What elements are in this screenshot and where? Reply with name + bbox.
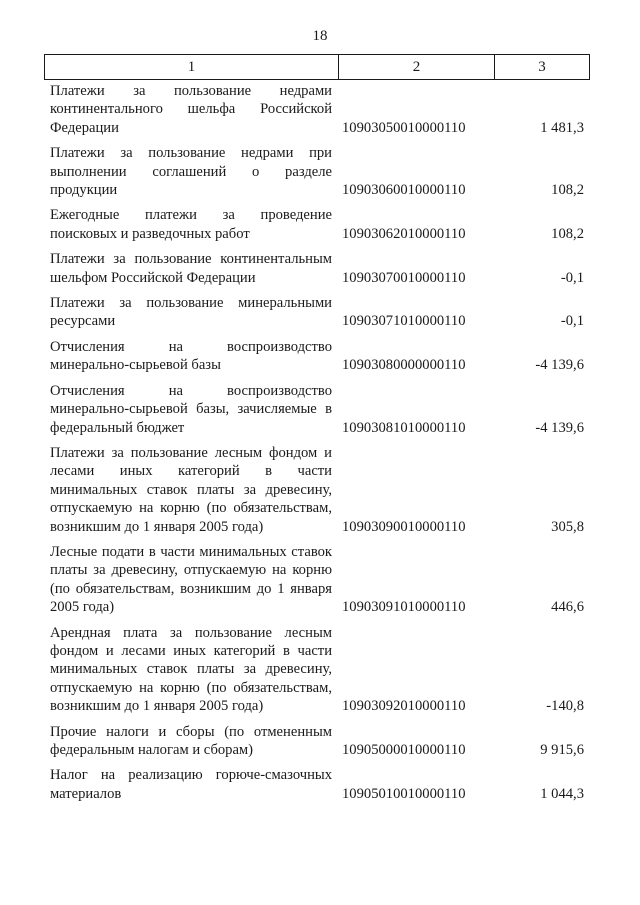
table-row	[50, 382, 584, 437]
table-row	[50, 543, 584, 617]
row-code: 10903062010000110	[342, 225, 466, 242]
row-code: 10905010010000110	[342, 785, 466, 802]
row-code: 10903050010000110	[342, 119, 466, 136]
table-row	[50, 338, 584, 375]
row-code: 10903060010000110	[342, 182, 466, 199]
row-amount: -140,8	[546, 698, 584, 715]
row-name: Платежи за пользование недрами континентального шельфа Российской Федерации	[50, 83, 332, 136]
row-name: Арендная плата за пользование лесным фондом и лесами иных категорий в части минимальных ставок платы за древесину, отпускаемую на корню (по обязательствам, возникшим до 1 января 2005 года)	[50, 624, 332, 715]
row-code: 10903090010000110	[342, 518, 466, 535]
row-amount: -0,1	[560, 269, 584, 286]
column-header-3: 3	[538, 58, 546, 75]
row-amount: 9 915,6	[540, 742, 584, 758]
row-code: 10903091010000110	[342, 599, 466, 616]
table-header	[44, 54, 590, 80]
row-amount: -4 139,6	[535, 357, 584, 374]
row-name: Платежи за пользование минеральными ресурсами	[50, 295, 332, 330]
row-code: 10903080000000110	[342, 357, 466, 374]
column-header-1: 1	[45, 55, 339, 79]
row-code: 10903081010000110	[342, 419, 466, 436]
column-header-2: 2	[339, 55, 495, 79]
page-number: 18	[312, 28, 328, 44]
row-amount: -0,1	[560, 313, 584, 330]
row-name: Платежи за пользование континентальным шельфом Российской Федерации	[50, 251, 332, 286]
row-amount: -4 139,6	[535, 419, 584, 436]
row-name: Платежи за пользование лесным фондом и лесами иных категорий в части минимальных ставок платы за древесину, отпускаемую на корню (по обязательствам, возникшим до 1 января 2005 года)	[50, 444, 332, 535]
row-name: Прочие налоги и сборы (по отмененным федеральным налогам и сборам)	[50, 723, 332, 758]
row-amount: 446,6	[551, 599, 584, 616]
table-body	[50, 82, 584, 810]
row-amount: 1 481,3	[540, 119, 584, 136]
table-row	[50, 766, 584, 803]
table-row	[50, 294, 584, 331]
row-code: 10903071010000110	[342, 313, 466, 330]
table-row	[50, 624, 584, 716]
row-name: Налог на реализацию горюче-смазочных материалов	[50, 767, 332, 802]
row-amount: 108,2	[551, 182, 584, 199]
row-code: 10903092010000110	[342, 698, 466, 715]
row-amount: 305,8	[551, 518, 584, 535]
table-row	[50, 723, 584, 760]
row-name: Платежи за пользование недрами при выполнении соглашений о разделе продукции	[50, 145, 332, 199]
row-name: Отчисления на воспроизводство минерально-сырьевой базы	[50, 338, 332, 374]
table-row	[50, 144, 584, 199]
row-code: 10903070010000110	[342, 269, 466, 286]
table-row	[50, 444, 584, 536]
row-name: Отчисления на воспроизводство минерально-сырьевой базы, зачисляемые в федеральный бюджет	[50, 382, 332, 436]
table-row	[50, 206, 584, 243]
table-row	[50, 82, 584, 137]
row-name: Лесные подати в части минимальных ставок платы за древесину, отпускаемую на корню (по обязательствам, возникшим до 1 января 2005 года)	[50, 543, 332, 616]
row-amount: 1 044,3	[540, 785, 584, 802]
row-name: Ежегодные платежи за проведение поисковых и разведочных работ	[50, 207, 332, 242]
table-row	[50, 250, 584, 287]
row-code: 10905000010000110	[342, 742, 466, 758]
row-amount: 108,2	[551, 225, 584, 242]
